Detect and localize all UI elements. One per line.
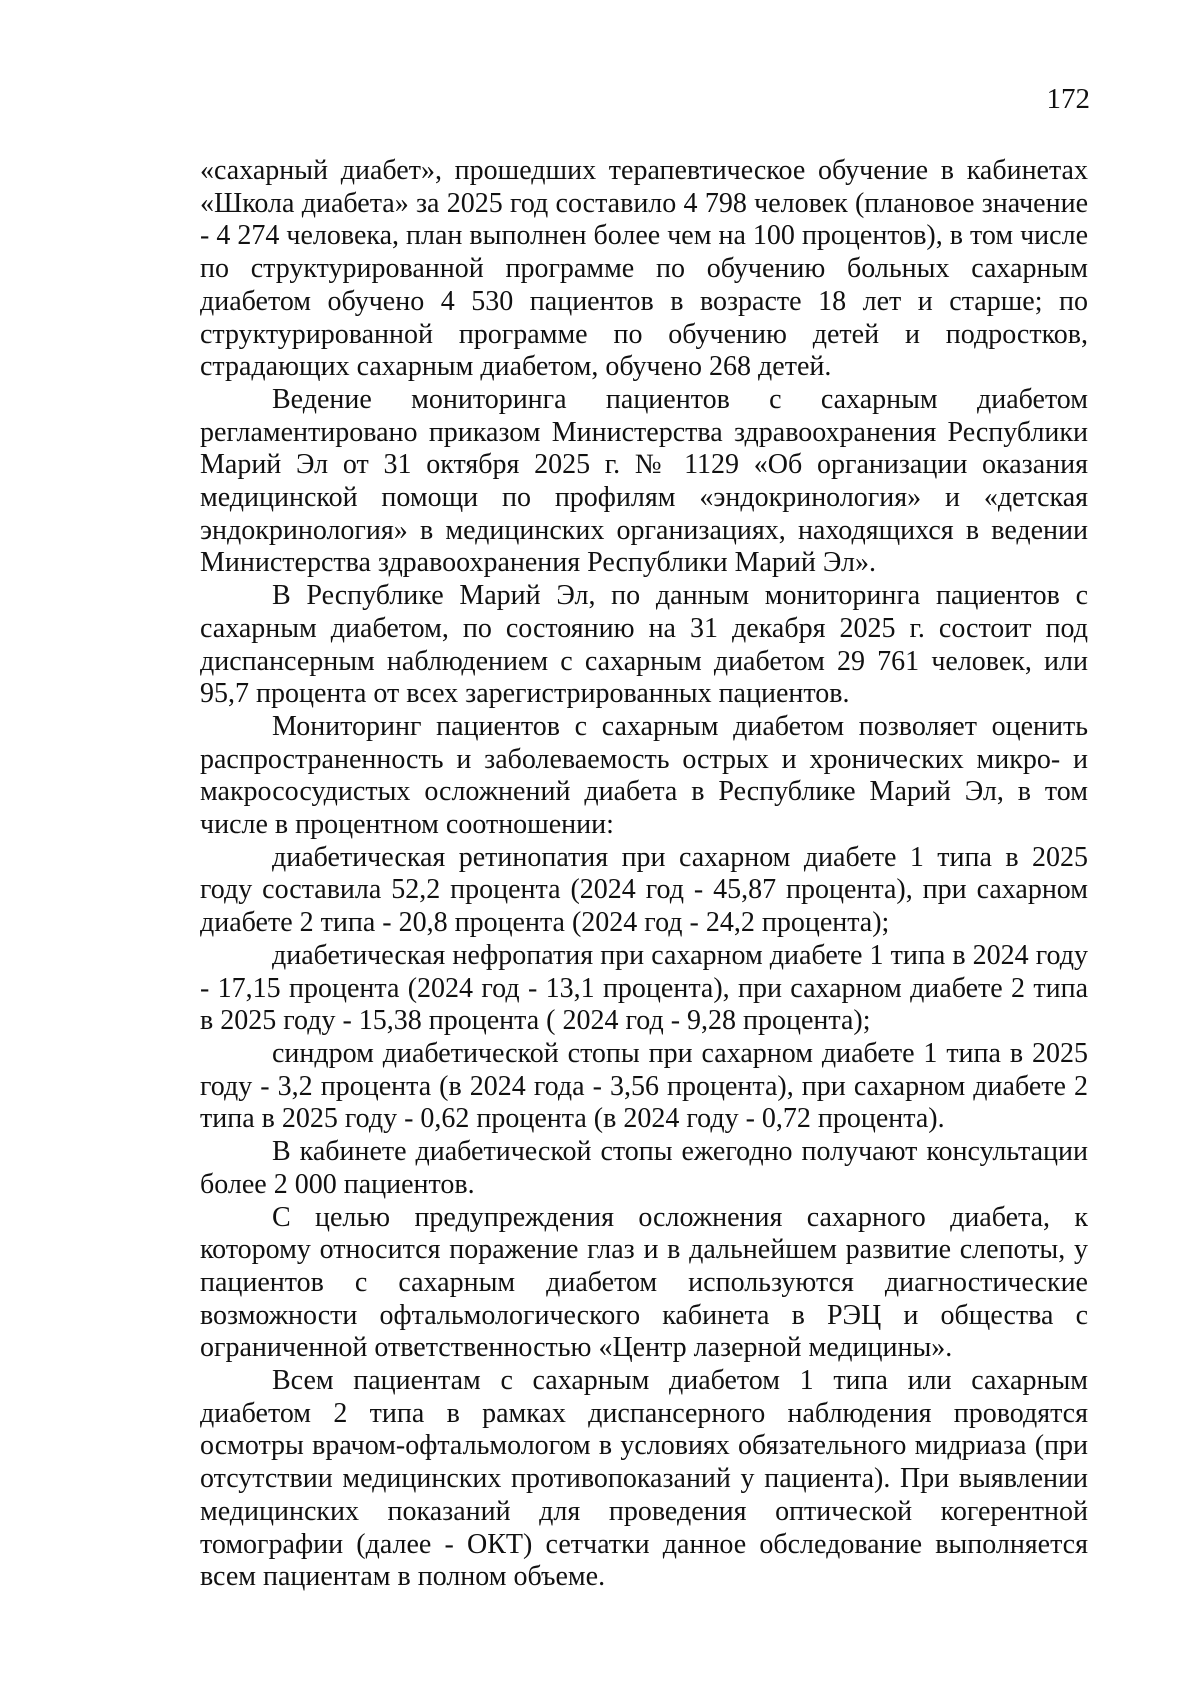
page-number: 172: [1046, 83, 1090, 115]
paragraph-diabetic-foot: синдром диабетической стопы при сахарном диабете 1 типа в 2025 году - 3,2 процента (в 2024 года - 3,56 процента), при сахарном диабете 2 типа в 2025 году - 0,62 процента (в 2024 году - 0,72 процента).: [200, 1037, 1088, 1135]
paragraph-retinopathy: диабетическая ретинопатия при сахарном диабете 1 типа в 2025 году составила 52,2 процента (2024 год - 45,87 процента), при сахарном диабете 2 типа - 20,8 процента (2024 год - 24,2 процента);: [200, 841, 1088, 939]
paragraph-ophthalmologist-examinations: Всем пациентам с сахарным диабетом 1 типа или сахарным диабетом 2 типа в рамках диспансерного наблюдения проводятся осмотры врачом-офтальмологом в условиях обязательного мидриаза (при отсутствии медицинских противопоказаний у пациента). При выявлении медицинских показаний для проведения оптической когерентной томографии (далее - ОКТ) сетчатки данное обследование выполняется всем пациентам в полном объеме.: [200, 1365, 1088, 1593]
paragraph-dispensary-observation: В Республике Марий Эл, по данным мониторинга пациентов с сахарным диабетом, по состоянию на 31 декабря 2025 г. состоит под диспансерным наблюдением с сахарным диабетом 29 761 человек, или 95,7 процента от всех зарегистрированных пациентов.: [200, 580, 1088, 710]
paragraph-monitoring-regulation: Ведение мониторинга пациентов с сахарным диабетом регламентировано приказом Министерства здравоохранения Республики Марий Эл от 31 октября 2025 г. № 1129 «Об организации оказания медицинской помощи по профилям «эндокринология» и «детская эндокринология» в медицинских организациях, находящихся в ведении Министерства здравоохранения Республики Марий Эл».: [200, 383, 1088, 579]
paragraph-nephropathy: диабетическая нефропатия при сахарном диабете 1 типа в 2024 году - 17,15 процента (2024 год - 13,1 процента), при сахарном диабете 2 типа в 2025 году - 15,38 процента ( 2024 год - 9,28 процента);: [200, 939, 1088, 1037]
paragraph-diabetic-foot-office: В кабинете диабетической стопы ежегодно получают консультации более 2 000 пациентов.: [200, 1136, 1088, 1200]
document-body: [200, 155, 1088, 1594]
paragraph-school-of-diabetes-training: «сахарный диабет», прошедших терапевтическое обучение в кабинетах «Школа диабета» за 2025 год составило 4 798 человек (плановое значение - 4 274 человека, план выполнен более чем на 100 процентов), в том числе по структурированной программе по обучению больных сахарным диабетом обучено 4 530 пациентов в возрасте 18 лет и старше; по структурированной программе по обучению детей и подростков, страдающих сахарным диабетом, обучено 268 детей.: [200, 155, 1088, 383]
paragraph-complications-monitoring: Мониторинг пациентов с сахарным диабетом позволяет оценить распространенность и заболеваемость острых и хронических микро- и макрососудистых осложнений диабета в Республике Марий Эл, в том числе в процентном соотношении:: [200, 710, 1088, 841]
paragraph-ophthalmology-diagnostics: С целью предупреждения осложнения сахарного диабета, к которому относится поражение глаз и в дальнейшем развитие слепоты, у пациентов с сахарным диабетом используются диагностические возможности офтальмологического кабинета в РЭЦ и общества с ограниченной ответственностью «Центр лазерной медицины».: [200, 1201, 1088, 1364]
